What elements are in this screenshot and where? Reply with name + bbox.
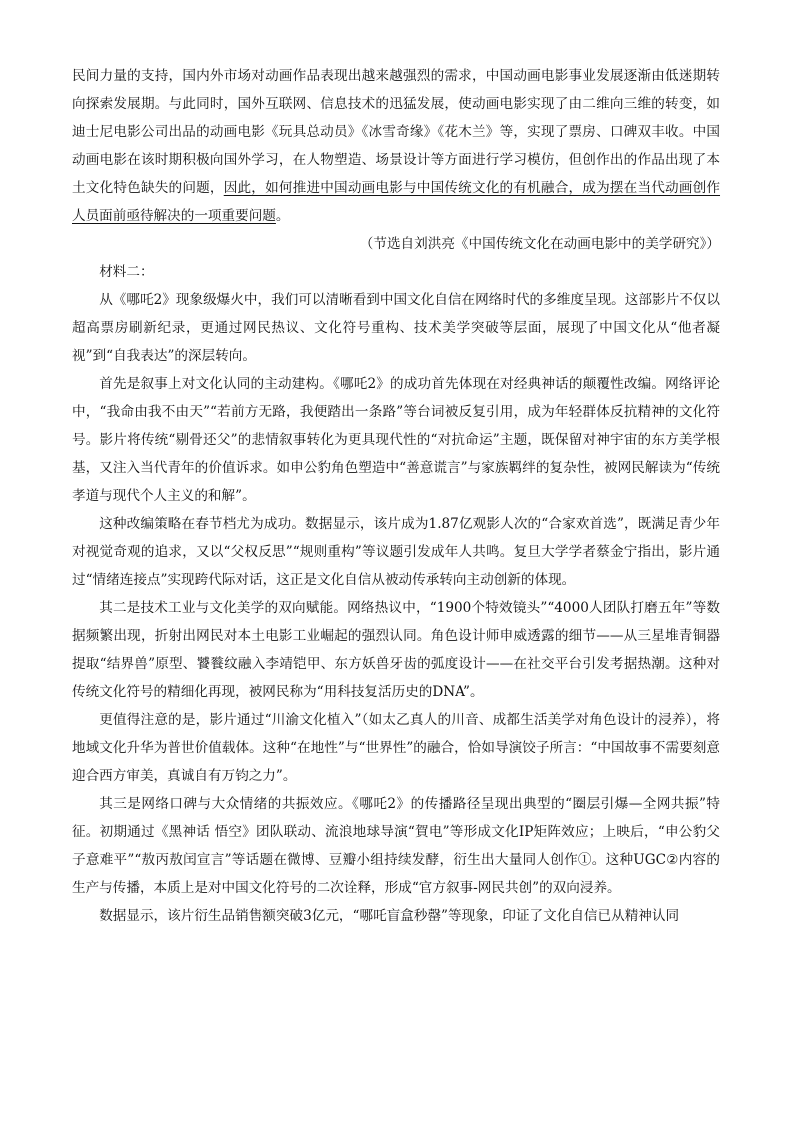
paragraph: 首先是叙事上对文化认同的主动建构。《哪吒2》的成功首先体现在对经典神话的颠覆性改编。网络评论中，“我命由我不由天”“若前方无路，我便踏出一条路”等台词被反复引用，成为年轻群体反抗精神的文化符号。影片将传统“剔骨还父”的悲情叙事转化为更具现代性的“对抗命运”主题，既保留对神宇宙的东方美学根基，又注入当代青年的价值诉求。如申公豹角色塑造中“善意谎言”与家族羁绊的复杂性，被网民解读为“传统孝道与现代个人主义的和解”。 bbox=[72, 376, 720, 504]
material2-label: 材料二： bbox=[99, 264, 154, 280]
underlined-sentence: 因此，如何推进中国动画电影与中国传统文化的有机融合，成为摆在当代动画创作人员面前亟待解决的一项重要问题 bbox=[72, 180, 721, 224]
document-page bbox=[72, 62, 720, 930]
paragraph-period: 。 bbox=[275, 208, 290, 224]
paragraph: 其三是网络口碑与大众情绪的共振效应。《哪吒2》的传播路径呈现出典型的“圈层引爆—全网共振”特征。初期通过《黑神话 悟空》团队联动、流浪地球导演“賀电”等形成文化IP矩阵效应；上映后，“申公豹父子意难平”“敖丙敖闰宣言”等话题在微博、豆瓣小组持续发酵，衍生出大量同人创作①。这种UGC②内容的生产与传播，本质上是对中国文化符号的二次诠释，形成“官方叙事-网民共创”的双向浸养。 bbox=[72, 796, 720, 896]
paragraph: 数据显示，该片衍生品销售额突破3亿元，“哪吒盲盒秒罄”等现象，印证了文化自信已从精神认同 bbox=[99, 908, 680, 924]
material1-paragraph-end bbox=[72, 62, 720, 230]
source-citation: （节选自刘洪亮《中国传统文化在动画电影中的美学研究》） bbox=[359, 236, 720, 252]
paragraph: 其二是技术工业与文化美学的双向赋能。网络热议中，“1900个特效镜头”“4000人团队打磨五年”等数据频繁出现，折射出网民对本土电影工业崛起的强烈认同。角色设计师申威透露的细节——从三星堆青铜器提取“结界兽”原型、饕餮纹融入李靖铠甲、东方妖兽牙齿的弧度设计——在社交平台引发考据热潮。这种对传统文化符号的精细化再现，被网民称为“用科技复活历史的DNA”。 bbox=[72, 600, 720, 700]
paragraph: 从《哪吒2》现象级爆火中，我们可以清晰看到中国文化自信在网络时代的多维度呈现。这部影片不仅以超高票房刷新纪录，更通过网民热议、文化符号重构、技术美学突破等层面，展现了中国文化从“他者凝视”到“自我表达”的深层转向。 bbox=[72, 292, 720, 364]
paragraph-text: 民间力量的支持，国内外市场对动画作品表现出越来越强烈的需求，中国动画电影事业发展逐渐由低迷期转向探索发展期。与此同时，国外互联网、信息技术的迅猛发展，使动画电影实现了由二维向三维的转变，如迪士尼电影公司出品的动画电影《玩具总动员》《冰雪奇缘》《花木兰》等，实现了票房、口碑双丰收。中国动画电影在该时期积极向国外学习，在人物塑造、场景设计等方面进行学习模仿，但创作出的作品出现了本土文化特色缺失的问题， bbox=[72, 68, 720, 196]
paragraph: 这种改编策略在春节档尤为成功。数据显示，该片成为1.87亿观影人次的“合家欢首选”，既满足青少年对视觉奇观的追求，又以“父权反思”“规则重构”等议题引发成年人共鸣。复旦大学学者蔡金宁指出，影片通过“情绪连接点”实现跨代际对话，这正是文化自信从被动传承转向主动创新的体现。 bbox=[72, 516, 720, 588]
paragraph: 更值得注意的是，影片通过“川渝文化植入”（如太乙真人的川音、成都生活美学对角色设计的浸养），将地域文化升华为普世价值载体。这种“在地性”与“世界性”的融合，恰如导演饺子所言：“中国故事不需要刻意迎合西方审美，真诚自有万钧之力”。 bbox=[72, 712, 720, 784]
